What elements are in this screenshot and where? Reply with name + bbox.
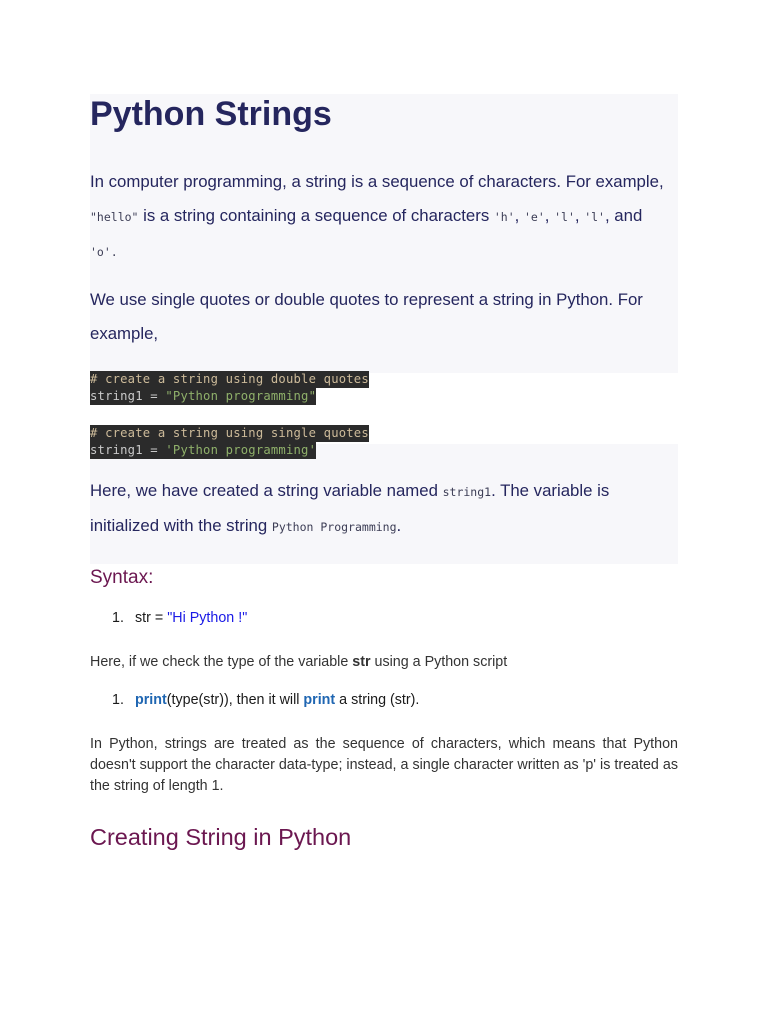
character-explanation-paragraph: In Python, strings are treated as the sequence of characters, which means that Python doesn't support the character data-type; instead, a single character written as 'p' is treated as the string of length 1. <box>90 736 678 794</box>
code-char-l: 'l' <box>554 210 575 224</box>
code-hello: "hello" <box>90 210 139 224</box>
code-assignment: string1 = <box>90 443 166 457</box>
variable-text-2: . The variable is initialized with the string <box>90 481 610 535</box>
page-title: Python Strings <box>90 95 332 133</box>
print-text-1: (type(str)), then it will <box>166 692 304 708</box>
type-check-paragraph <box>90 652 678 673</box>
intro-text-1: In computer programming, a string is a sequence of characters. For example, <box>90 172 664 191</box>
code-comment: # create a string using double quotes <box>90 372 369 386</box>
intro-text-2: is a string containing a sequence of characters <box>138 206 494 225</box>
syntax-heading: Syntax: <box>90 567 154 588</box>
syntax-code-string: "Hi Python !" <box>167 610 248 626</box>
code-string-literal: "Python programming" <box>165 389 317 403</box>
variable-text-3: . <box>396 516 402 535</box>
separator: , <box>544 206 555 225</box>
code-comment-single-quotes <box>90 425 369 442</box>
code-assign-double-quotes <box>90 388 316 405</box>
quotes-paragraph: We use single quotes or double quotes to represent a string in Python. For example, <box>90 290 643 343</box>
list-number: 1. <box>112 610 124 626</box>
type-check-text-1: Here, if we check the type of the variable <box>90 654 353 670</box>
code-variable-name: string1 <box>442 485 492 499</box>
code-char-o: 'o' <box>90 245 111 259</box>
separator: , <box>514 206 524 225</box>
type-check-text-2: using a Python script <box>370 654 508 670</box>
syntax-list-item <box>112 608 247 628</box>
list-number: 1. <box>112 692 124 708</box>
print-text-2: a string (str). <box>335 692 420 708</box>
variable-paragraph <box>90 474 675 544</box>
separator: , <box>574 206 585 225</box>
code-char-l: 'l' <box>584 210 605 224</box>
code-comment-double-quotes <box>90 371 369 388</box>
code-assignment: string1 = <box>90 389 166 403</box>
code-char-h: 'h' <box>493 210 515 224</box>
intro-paragraph <box>90 165 675 269</box>
type-check-var: str <box>352 654 371 670</box>
syntax-code-prefix: str = <box>135 610 168 626</box>
variable-text-1: Here, we have created a string variable named <box>90 481 443 500</box>
print-keyword: print <box>135 692 167 708</box>
code-string-literal: 'Python programming' <box>165 443 317 457</box>
code-string-value: Python Programming <box>271 520 397 534</box>
print-list-item <box>112 690 419 710</box>
print-keyword: print <box>303 692 336 708</box>
creating-string-heading: Creating String in Python <box>90 824 352 850</box>
intro-and: , and <box>604 206 643 225</box>
code-comment: # create a string using single quotes <box>90 426 369 440</box>
intro-period: . <box>110 245 118 259</box>
code-char-e: 'e' <box>523 210 545 224</box>
code-assign-single-quotes <box>90 442 316 459</box>
